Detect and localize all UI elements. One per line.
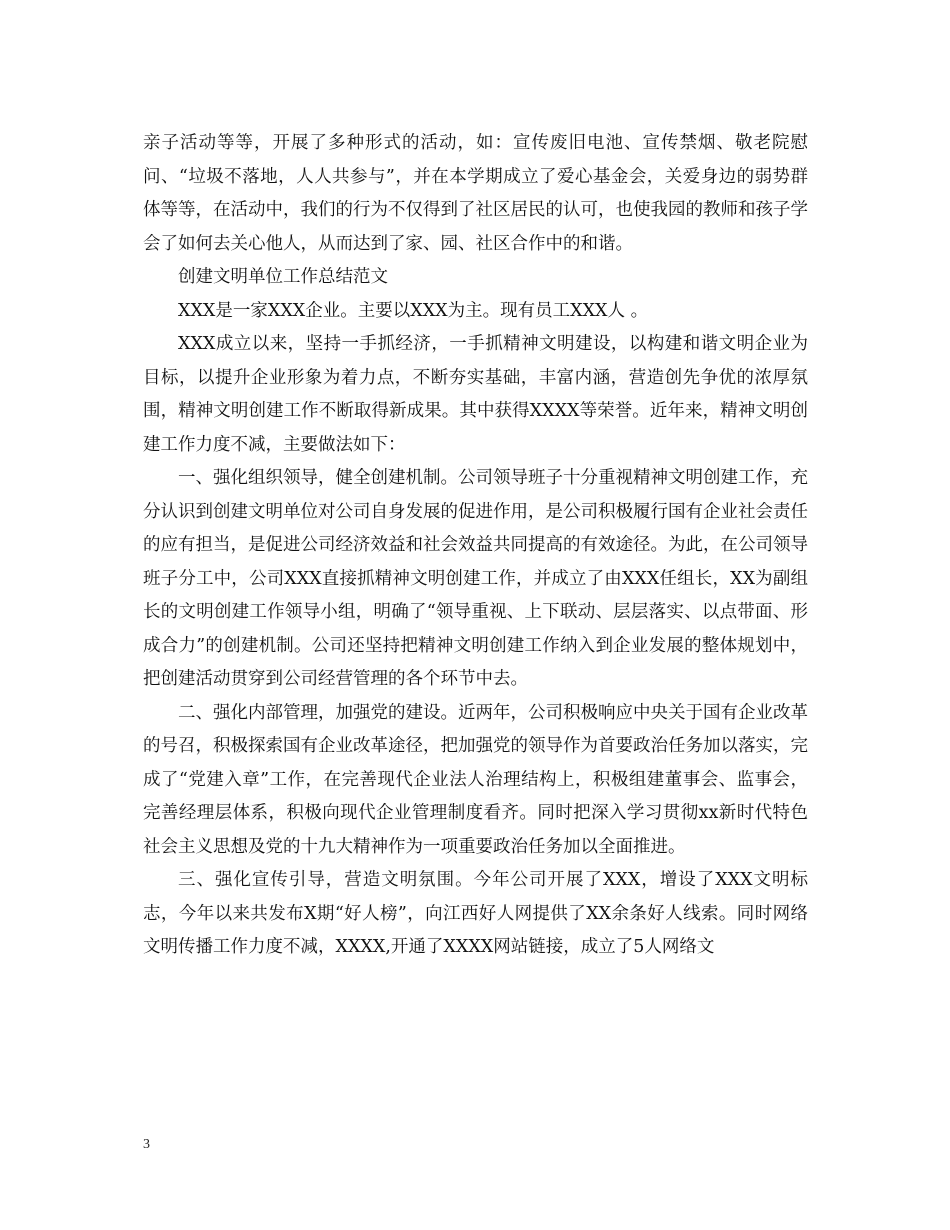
section-title: 创建文明单位工作总结范文 (178, 267, 388, 287)
paragraph-continued: 亲子活动等等，开展了多种形式的活动，如：宣传废旧电池、宣传禁烟、敬老院慰问、“垃圾不落地，人人共参与”，并在本学期成立了爱心基金会，关爱身边的弱势群体等等，在活动中，我们的行为不仅得到了社区居民的认可，也使我园的教师和孩子学会了如何去关心他人，从而达到了家、园、社区合作中的和谐。 (143, 133, 808, 254)
document-body (143, 127, 808, 965)
paragraph-point-1: 一、强化组织领导，健全创建机制。公司领导班子十分重视精神文明创建工作，充分认识到创建文明单位对公司自身发展的促进作用，是公司积极履行国有企业社会责任的应有担当，是促进公司经济效益和社会效益共同提高的有效途径。为此，在公司领导班子分工中，公司XXX直接抓精神文明创建工作，并成立了由XXX任组长，XX为副组长的文明创建工作领导小组，明确了“领导重视、上下联动、层层落实、以点带面、形成合力”的创建机制。公司还坚持把精神文明创建工作纳入到企业发展的整体规划中，把创建活动贯穿到公司经营管理的各个环节中去。 (143, 468, 808, 689)
paragraph-overview: XXX成立以来，坚持一手抓经济，一手抓精神文明建设，以构建和谐文明企业为目标，以提升企业形象为着力点，不断夯实基础，丰富内涵，营造创先争优的浓厚氛围，精神文明创建工作不断取得新成果。其中获得XXXX等荣誉。近年来，精神文明创建工作力度不减，主要做法如下： (143, 334, 808, 455)
paragraph-point-2: 二、强化内部管理，加强党的建设。近两年，公司积极响应中央关于国有企业改革的号召，积极探索国有企业改革途径，把加强党的领导作为首要政治任务加以落实，完成了“党建入章”工作，在完善现代企业法人治理结构上，积极组建董事会、监事会，完善经理层体系，积极向现代企业管理制度看齐。同时把深入学习贯彻xx新时代特色社会主义思想及党的十九大精神作为一项重要政治任务加以全面推进。 (143, 702, 808, 857)
paragraph-point-3: 三、强化宣传引导，营造文明氛围。今年公司开展了XXX，增设了XXX文明标志，今年以来共发布X期“好人榜”，向江西好人网提供了XX余条好人线索。同时网络文明传播工作力度不减，XXXX,开通了XXXX网站链接，成立了5人网络文 (143, 870, 808, 957)
paragraph-intro: XXX是一家XXX企业。主要以XXX为主。现有员工XXX人 。 (178, 300, 649, 321)
page-number: 3 (143, 1137, 150, 1152)
